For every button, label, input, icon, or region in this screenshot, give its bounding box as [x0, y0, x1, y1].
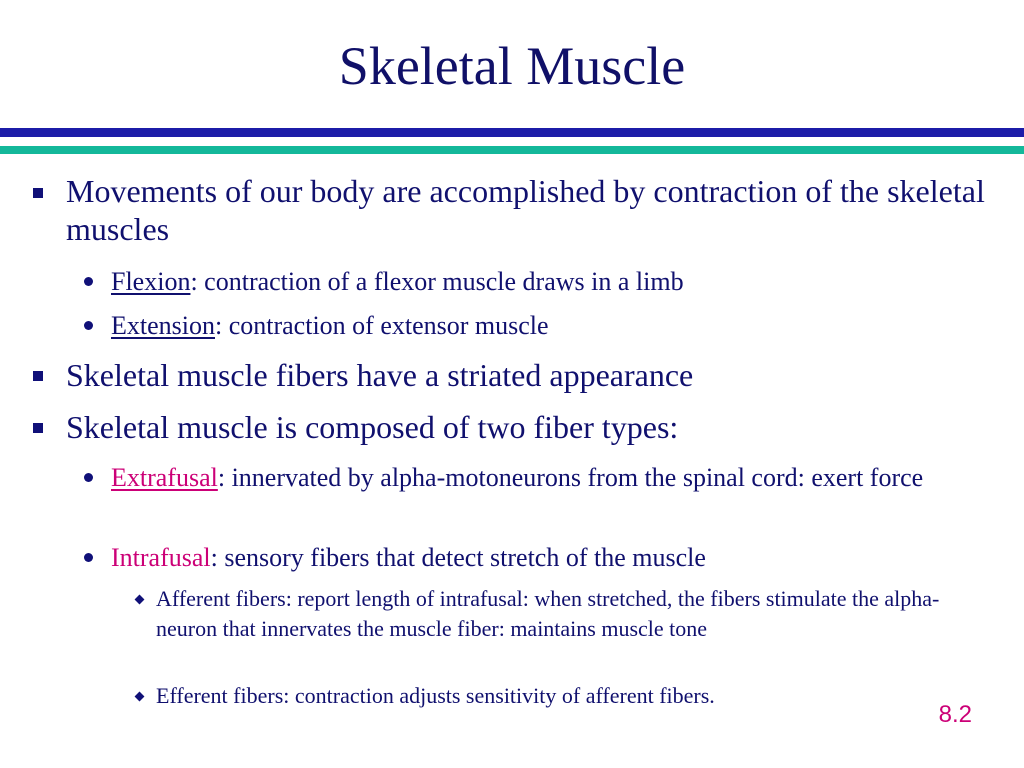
bullet-intrafusal: [111, 541, 991, 574]
bullet-text: Afferent fibers: report length of intrafusal: when stretched, the fibers stimulate the alpha-neuron that innervates the muscle fiber: maintains muscle tone: [156, 586, 940, 641]
bullet-afferent: [156, 584, 956, 644]
page-number: 8.2: [938, 701, 972, 728]
bullet-text: : innervated by alpha-motoneurons from the spinal cord: exert force: [217, 463, 924, 492]
bullet-text: Efferent fibers: contraction adjusts sensitivity of afferent fibers.: [156, 683, 715, 708]
bullet-fiber-types: [66, 408, 996, 446]
round-bullet-icon: [84, 321, 93, 330]
bullet-text: : sensory fibers that detect stretch of the muscle: [210, 543, 706, 572]
bullet-text: : contraction of extensor muscle: [215, 311, 549, 340]
slide-title: Skeletal Muscle: [338, 36, 686, 96]
round-bullet-icon: [84, 553, 93, 562]
bullet-efferent: [156, 681, 956, 711]
bullet-flexion: [111, 265, 991, 298]
bullet-text: Skeletal muscle is composed of two fiber types:: [66, 409, 679, 445]
bullet-striated: [66, 356, 996, 394]
term-extrafusal: Extrafusal: [111, 463, 218, 492]
term-intrafusal: Intrafusal: [111, 543, 211, 572]
bullet-movements: [66, 172, 996, 248]
bullet-text: Movements of our body are accomplished by contraction of the skeletal muscles: [66, 173, 985, 247]
diamond-bullet-icon: [135, 692, 145, 702]
round-bullet-icon: [84, 473, 93, 482]
square-bullet-icon: [33, 188, 43, 198]
bullet-text: Skeletal muscle fibers have a striated appearance: [66, 357, 694, 393]
round-bullet-icon: [84, 277, 93, 286]
bullet-text: : contraction of a flexor muscle draws in a limb: [190, 267, 684, 296]
square-bullet-icon: [33, 423, 43, 433]
term-flexion: Flexion: [111, 267, 191, 296]
bullet-extension: [111, 309, 991, 342]
diamond-bullet-icon: [135, 595, 145, 605]
term-extension: Extension: [111, 311, 215, 340]
bullet-extrafusal: [111, 461, 981, 494]
square-bullet-icon: [33, 371, 43, 381]
